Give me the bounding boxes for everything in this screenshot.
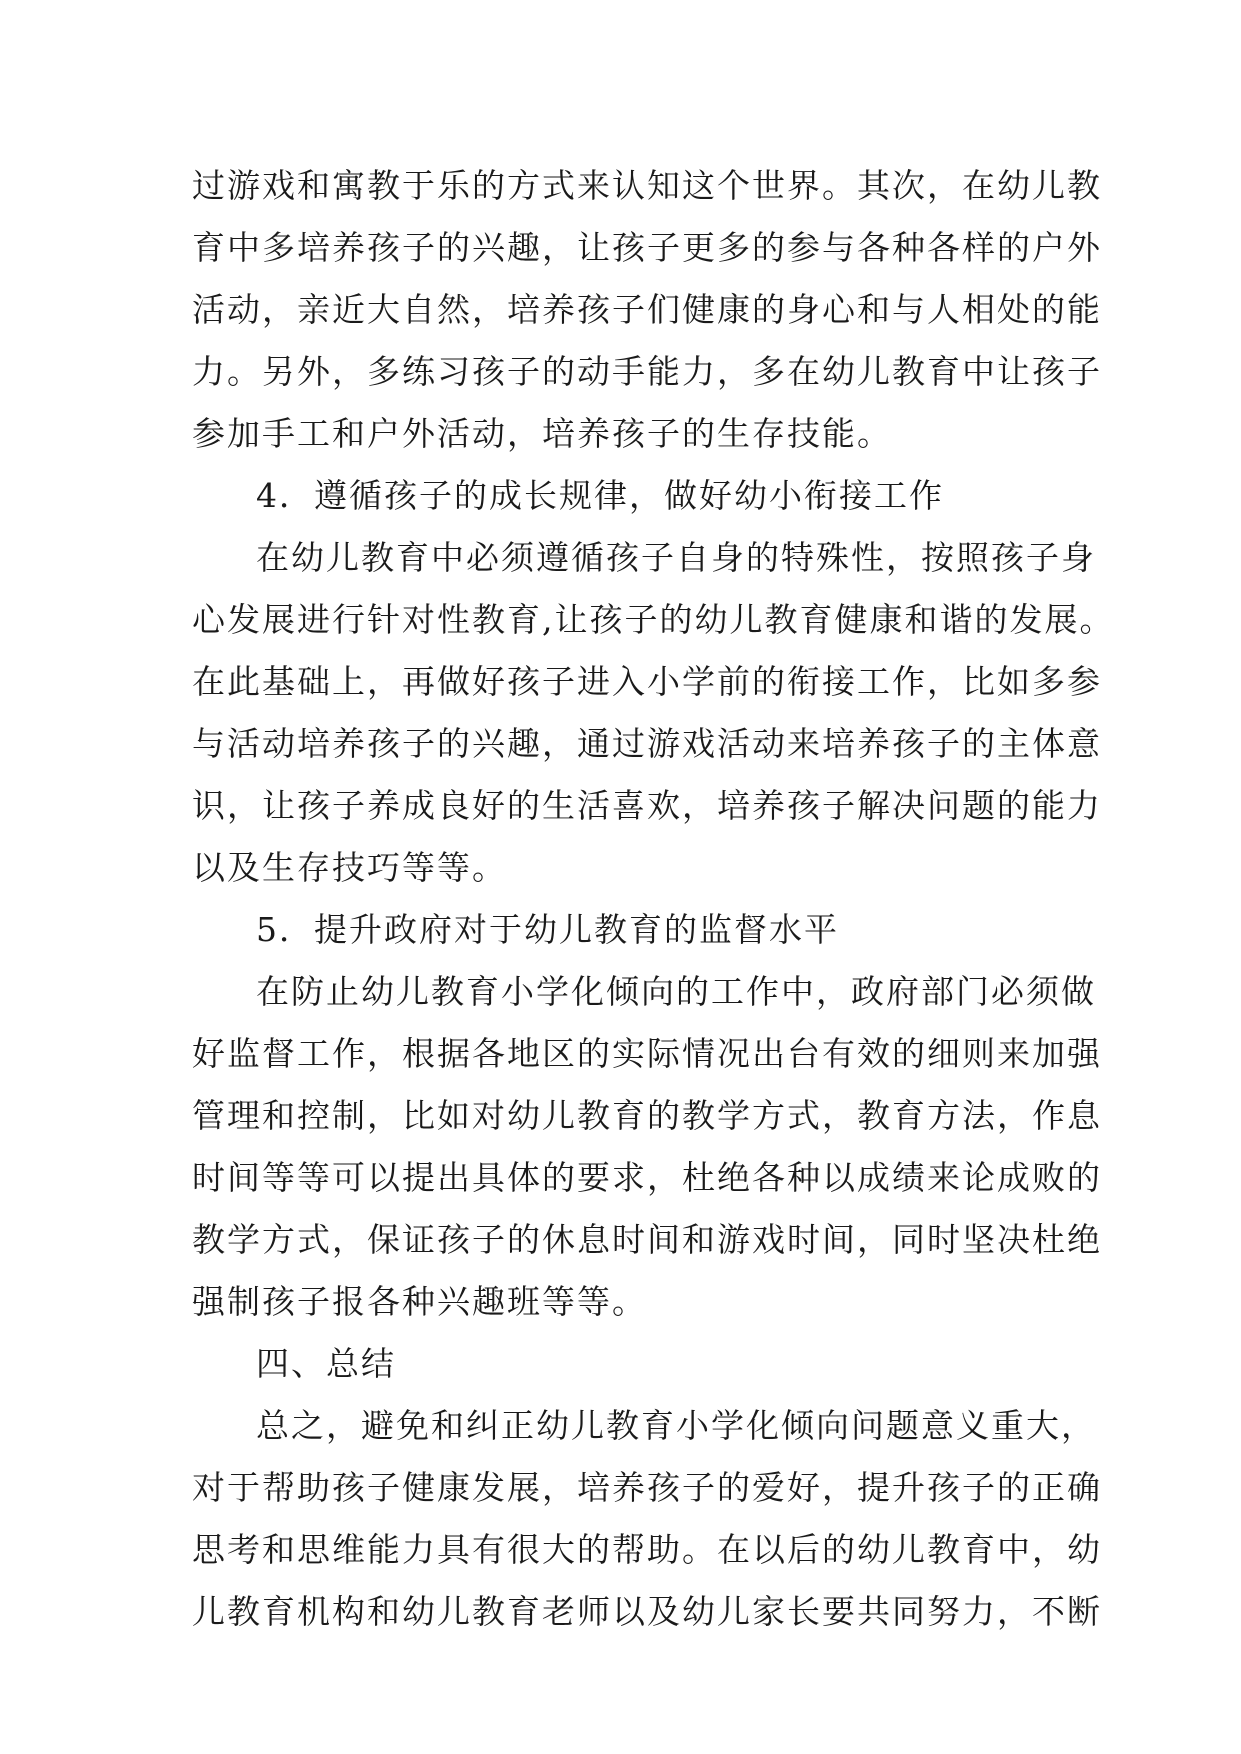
document-body (192, 155, 1115, 1643)
body-line: 以及生存技巧等等。 (192, 848, 507, 887)
body-line: 识，让孩子养成良好的生活喜欢，培养孩子解决问题的能力 (192, 786, 1102, 825)
body-line: 思考和思维能力具有很大的帮助。在以后的幼儿教育中，幼 (192, 1530, 1102, 1569)
body-line: 心发展进行针对性教育,让孩子的幼儿教育健康和谐的发展。 (192, 600, 1115, 639)
body-line: 力。另外，多练习孩子的动手能力，多在幼儿教育中让孩子 (192, 352, 1102, 391)
body-line: 活动，亲近大自然，培养孩子们健康的身心和与人相处的能 (192, 290, 1102, 329)
section-heading-summary: 四、总结 (256, 1344, 396, 1383)
body-line: 育中多培养孩子的兴趣，让孩子更多的参与各种各样的户外 (192, 228, 1102, 267)
body-line: 与活动培养孩子的兴趣，通过游戏活动来培养孩子的主体意 (192, 724, 1102, 763)
body-line: 参加手工和户外活动，培养孩子的生存技能。 (192, 414, 892, 453)
section-heading-4: 4．遵循孩子的成长规律，做好幼小衔接工作 (256, 476, 944, 515)
body-line: 管理和控制，比如对幼儿教育的教学方式，教育方法，作息 (192, 1096, 1102, 1135)
body-line: 过游戏和寓教于乐的方式来认知这个世界。其次，在幼儿教 (192, 166, 1102, 205)
body-line: 教学方式，保证孩子的休息时间和游戏时间，同时坚决杜绝 (192, 1220, 1102, 1259)
body-line: 在此基础上，再做好孩子进入小学前的衔接工作，比如多参 (192, 662, 1102, 701)
body-line: 时间等等可以提出具体的要求，杜绝各种以成绩来论成败的 (192, 1158, 1102, 1197)
paragraph-first-line: 在防止幼儿教育小学化倾向的工作中，政府部门必须做 (256, 972, 1096, 1011)
paragraph-first-line: 总之，避免和纠正幼儿教育小学化倾向问题意义重大， (256, 1406, 1096, 1445)
section-heading-5: 5．提升政府对于幼儿教育的监督水平 (256, 910, 839, 949)
paragraph-first-line: 在幼儿教育中必须遵循孩子自身的特殊性，按照孩子身 (256, 538, 1096, 577)
body-line: 对于帮助孩子健康发展，培养孩子的爱好，提升孩子的正确 (192, 1468, 1102, 1507)
body-line: 强制孩子报各种兴趣班等等。 (192, 1282, 647, 1321)
body-line: 儿教育机构和幼儿教育老师以及幼儿家长要共同努力，不断 (192, 1592, 1102, 1631)
body-line: 好监督工作，根据各地区的实际情况出台有效的细则来加强 (192, 1034, 1102, 1073)
